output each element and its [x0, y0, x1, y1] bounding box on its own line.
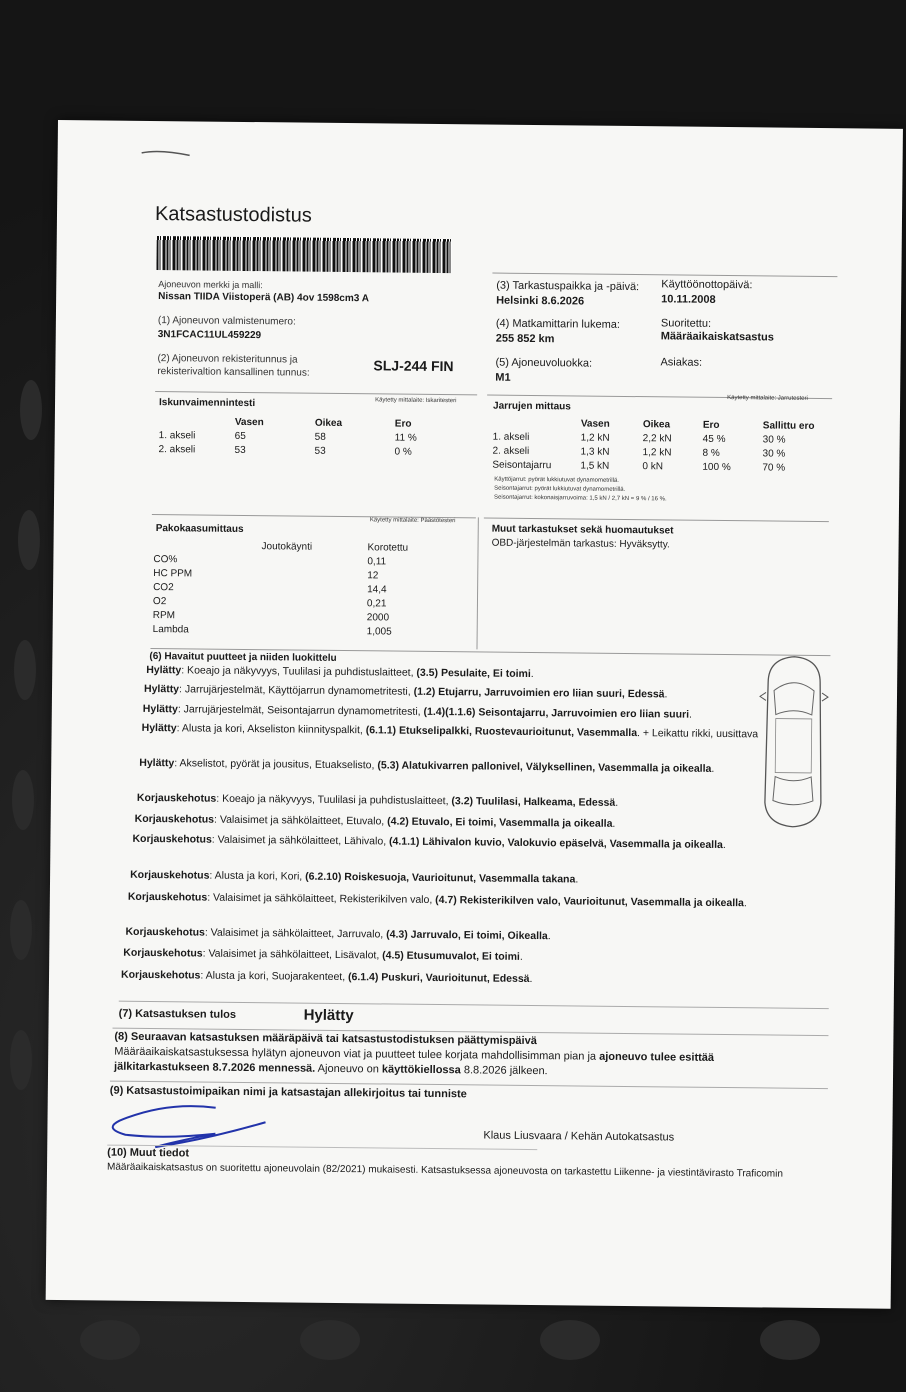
reg-label-2: rekisterivaltion kansallinen tunnus:: [157, 366, 310, 379]
vehicle-class: M1: [495, 371, 511, 384]
defect-description: : Alusta ja kori, Akseliston kiinnityspalkit,: [176, 722, 366, 737]
defect-item: [128, 891, 748, 910]
defect-code: (4.1.1) Lähivalon kuvio, Valokuvio epäselvä, Vasemmalla ja oikealla: [388, 835, 723, 852]
defect-code: (6.1.1) Etukselipalkki, Ruostevaurioitunut, Vasemmalla: [365, 724, 638, 740]
defect-description: : Alusta ja kori, Kori,: [209, 869, 306, 883]
brake-header-diff: Ero: [702, 419, 720, 431]
odometer-reading: 255 852 km: [495, 332, 555, 346]
brake-cell: 2,2 kN: [642, 433, 672, 445]
exhaust-cell: HC PPM: [153, 568, 193, 580]
shock-test-table: [158, 415, 458, 460]
brake-cell: 0 kN: [642, 461, 664, 473]
defect-item: [121, 969, 741, 988]
next-text-bold: ajoneuvo tulee esittää: [599, 1050, 715, 1064]
car-diagram-icon: [753, 652, 835, 831]
defect-class: Korjauskehotus: [134, 812, 215, 826]
defect-code: (4.5) Etusumuvalot, Ei toimi: [382, 949, 520, 963]
defect-class: Hylätty: [146, 663, 182, 677]
exhaust-cell: [261, 554, 367, 569]
exhaust-cell: 2000: [366, 612, 390, 624]
exhaust-cell: O2: [152, 596, 167, 608]
brake-cell: Seisontajarru: [492, 459, 552, 472]
signature-label: (9) Katsastustoimipaikan nimi ja katsastajan allekirjoitus tai tunniste: [109, 1084, 467, 1101]
customer-label: Asiakas:: [660, 356, 703, 369]
result-label: (7) Katsastuksen tulos: [118, 1007, 237, 1021]
shock-cell: 1. akseli: [158, 430, 196, 442]
defect-suffix: .: [743, 897, 747, 910]
next-text: Ajoneuvo on: [315, 1062, 382, 1076]
defect-item: [143, 703, 763, 722]
shock-device: Käytetty mittalaite: Iskaritesteri: [375, 397, 457, 405]
defect-description: : Valaisimet ja sähkölaitteet, Lisävalot,: [202, 947, 383, 962]
brake-test-table: [492, 417, 833, 477]
vehicle-make-label: Ajoneuvon merkki ja malli:: [158, 279, 263, 291]
performed-value: Määräaikaiskatsastus: [660, 330, 774, 344]
pen-mark: [140, 141, 192, 160]
other-checks-title: Muut tarkastukset sekä huomautukset: [491, 523, 674, 537]
brake-header-right: Oikea: [642, 419, 671, 431]
defect-code: (6.2.10) Roiskesuoja, Vaurioitunut, Vasemmalla takana: [305, 870, 576, 886]
defect-suffix: . + Leikattu rikki, uusittava: [637, 727, 759, 741]
defect-suffix: .: [547, 930, 551, 943]
document-title: Katsastustodistus: [154, 203, 312, 227]
shock-header-right: Oikea: [314, 417, 343, 429]
defect-item: [125, 926, 745, 945]
next-text: Määräaikaiskatsastuksessa hylätyn ajoneuvon viat ja puutteet tulee korjata mahdollisimman pian ja: [114, 1045, 600, 1063]
brake-note: Seisontajarrut: kokonaisjarruvoima: 1,5 kN / 2,7 kN = 9 % / 16 %.: [494, 494, 667, 503]
defect-class: Korjauskehotus: [136, 791, 217, 805]
exhaust-cell: Lambda: [152, 624, 189, 636]
defect-class: Korjauskehotus: [120, 968, 201, 982]
other-info-label: (10) Muut tiedot: [107, 1146, 190, 1160]
defect-item: [137, 792, 757, 811]
exhaust-cell: CO%: [153, 554, 178, 566]
exhaust-test-table: [153, 539, 464, 640]
exhaust-cell: [261, 624, 367, 639]
defect-code: (1.4)(1.1.6) Seisontajarru, Jarruvoimien ero liian suuri: [423, 705, 690, 721]
defect-item: [139, 757, 759, 776]
shock-cell: 2. akseli: [158, 444, 196, 456]
defect-description: : Koeajo ja näkyvyys, Tuulilasi ja puhdistuslaitteet,: [216, 792, 452, 808]
defect-suffix: .: [722, 839, 726, 852]
defect-suffix: .: [575, 873, 579, 886]
registration-number: SLJ-244 FIN: [373, 357, 454, 375]
signature-mark: [95, 1102, 295, 1150]
defect-suffix: .: [688, 708, 693, 721]
defect-class: Korjauskehotus: [130, 868, 210, 882]
next-text-bold: käyttökiellossa: [381, 1063, 461, 1077]
defect-class: Korjauskehotus: [125, 925, 205, 939]
vin: 3N1FCAC11UL459229: [157, 329, 262, 342]
brake-cell: 30 %: [762, 434, 786, 446]
brake-cell: 30 %: [762, 448, 786, 460]
exhaust-header-raised: Korotettu: [367, 542, 409, 554]
defect-class: Hylätty: [139, 756, 175, 770]
exhaust-cell: 0,11: [367, 556, 387, 568]
defect-item: [132, 833, 752, 852]
mat-ridge: [12, 770, 34, 830]
defect-description: : Akselistot, pyörät ja jousitus, Etuakselisto,: [174, 757, 378, 772]
place-label: (3) Tarkastuspaikka ja -päivä:: [496, 279, 640, 294]
exhaust-cell: 12: [367, 570, 379, 582]
first-use-date: 10.11.2008: [661, 293, 716, 306]
defect-description: : Jarrujärjestelmät, Seisontajarrun dynamometritesti,: [177, 703, 424, 718]
exhaust-cell: 14,4: [367, 584, 387, 596]
obd-check: OBD-järjestelmän tarkastus: Hyväksytty.: [491, 537, 670, 551]
defect-class: Hylätty: [143, 682, 180, 696]
brake-note: Seisontajarrut: pyörät lukkiutuvat dynamometrillä.: [494, 485, 626, 493]
brake-cell: 1,5 kN: [580, 460, 610, 472]
brake-cell: 45 %: [702, 433, 726, 446]
brake-cell: 1. akseli: [492, 431, 530, 443]
defect-description: : Koeajo ja näkyvyys, Tuulilasi ja puhdistuslaitteet,: [181, 664, 417, 679]
shock-header-diff: Ero: [394, 418, 412, 430]
divider: [492, 273, 837, 278]
brake-cell: 1,2 kN: [642, 447, 672, 459]
defect-description: : Valaisimet ja sähkölaitteet, Etuvalo,: [213, 813, 388, 828]
defect-code: (4.2) Etuvalo, Ei toimi, Vasemmalla ja oikealla: [387, 815, 613, 830]
table-row: [153, 623, 463, 640]
mat-ridge: [18, 510, 40, 570]
brake-cell: 2. akseli: [492, 445, 530, 457]
defect-class: Korjauskehotus: [127, 890, 208, 904]
defect-code: (6.1.4) Puskuri, Vaurioitunut, Edessä: [348, 971, 530, 985]
defect-code: (5.3) Alatukivarren pallonivel, Välyksellinen, Vasemmalla ja oikealla: [377, 759, 712, 775]
mat-ridge: [10, 1030, 32, 1090]
defect-suffix: .: [519, 950, 523, 963]
exhaust-cell: 0,21: [366, 598, 387, 610]
defect-code: (4.7) Rekisterikilven valo, Vaurioitunut, Vasemmalla ja oikealla: [435, 893, 744, 910]
shock-test-title: Iskunvaimennintesti: [158, 397, 256, 410]
mat-ridge: [14, 640, 36, 700]
defect-description: : Jarrujärjestelmät, Käyttöjarrun dynamometritesti,: [178, 683, 414, 698]
defect-suffix: .: [612, 817, 616, 830]
defect-class: Hylätty: [141, 721, 177, 735]
barcode: [156, 236, 451, 273]
odometer-label: (4) Matkamittarin lukema:: [495, 317, 621, 331]
defect-code: (1.2) Etujarru, Jarruvoimien ero liian suuri, Edessä: [413, 685, 665, 701]
exhaust-device: Käytetty mittalaite: Päästötesteri: [369, 517, 456, 525]
defect-description: : Valaisimet ja sähkölaitteet, Lähivalo,: [211, 833, 390, 848]
defect-item: [144, 683, 764, 702]
result-value: Hylätty: [303, 1006, 354, 1025]
divider: [155, 391, 477, 395]
brake-note: Käyttöjarrut: pyörät lukkiutuvat dynamometrillä.: [494, 476, 620, 484]
defect-item: [130, 869, 750, 888]
defect-description: : Valaisimet ja sähkölaitteet, Jarruvalo,: [204, 926, 387, 941]
next-text: 8.8.2026 jälkeen.: [460, 1064, 548, 1078]
shock-cell: 65: [234, 430, 246, 442]
shock-header-left: Vasen: [234, 416, 264, 429]
mat-ridge: [300, 1320, 360, 1360]
divider: [484, 517, 829, 522]
defect-description: : Alusta ja kori, Suojarakenteet,: [200, 969, 349, 984]
mat-ridge: [80, 1320, 140, 1360]
brake-header-allowed: Sallittu ero: [762, 420, 815, 432]
divider: [476, 517, 478, 649]
brake-cell: 1,3 kN: [580, 446, 610, 458]
defect-suffix: .: [664, 688, 668, 701]
defect-item: [135, 813, 755, 832]
mat-ridge: [10, 900, 32, 960]
exhaust-cell: [261, 568, 367, 583]
mat-ridge: [760, 1320, 820, 1360]
defect-suffix: .: [530, 667, 534, 681]
inspector-name: Klaus Liusvaara / Kehän Autokatsastus: [483, 1129, 675, 1144]
brake-cell: 8 %: [702, 447, 720, 459]
defect-code: (3.2) Tuulilasi, Halkeama, Edessä: [451, 795, 616, 809]
defect-class: Korjauskehotus: [132, 832, 212, 846]
exhaust-cell: [261, 610, 367, 625]
brake-cell: 1,2 kN: [580, 432, 610, 444]
vin-label: (1) Ajoneuvon valmistenumero:: [157, 315, 296, 328]
shock-cell: 11 %: [394, 432, 417, 444]
defects-title: (6) Havaitut puutteet ja niiden luokittelu: [149, 650, 337, 664]
brake-cell: 70 %: [762, 462, 786, 474]
exhaust-cell: [261, 596, 367, 611]
defect-suffix: .: [615, 796, 619, 809]
exhaust-cell: RPM: [152, 610, 176, 622]
defect-class: Hylätty: [142, 702, 178, 716]
brake-cell: 100 %: [702, 461, 731, 474]
exhaust-cell: 1,005: [366, 626, 392, 638]
defect-item: [123, 947, 743, 966]
exhaust-header-idle: Joutokäynti: [261, 541, 313, 553]
defect-item: [142, 722, 762, 741]
defect-suffix: .: [711, 762, 715, 775]
other-info-text: Määräaikaiskatsastus on suoritettu ajoneuvolain (82/2021) mukaisesti. Katsastuksessa ajoneuvosta on tarkastettu Liikenne- ja viestintävirasto Traficomin: [106, 1161, 783, 1180]
defect-class: Korjauskehotus: [123, 946, 203, 960]
brake-device: Käytetty mittalaite: Jarrutesteri: [727, 395, 808, 402]
mat-ridge: [20, 380, 42, 440]
shock-cell: 58: [314, 431, 326, 443]
brake-test-title: Jarrujen mittaus: [492, 400, 571, 413]
brake-header-left: Vasen: [580, 418, 610, 430]
next-text-bold: jälkitarkastukseen 8.7.2026 mennessä.: [114, 1060, 316, 1075]
place-date: Helsinki 8.6.2026: [496, 294, 585, 308]
first-use-label: Käyttöönottopäivä:: [661, 278, 753, 292]
exhaust-test-title: Pakokaasumittaus: [155, 523, 244, 535]
exhaust-cell: CO2: [153, 582, 174, 594]
reg-label-1: (2) Ajoneuvon rekisteritunnus ja: [157, 353, 298, 366]
shock-cell: 53: [314, 445, 326, 457]
inspection-certificate: [46, 120, 903, 1309]
mat-ridge: [540, 1320, 600, 1360]
next-inspection-label: (8) Seuraavan katsastuksen määräpäivä tai katsastustodistuksen päättymispäivä: [114, 1030, 537, 1048]
shock-cell: 53: [234, 444, 246, 456]
defect-description: : Valaisimet ja sähkölaitteet, Rekisterikilven valo,: [207, 891, 436, 906]
exhaust-cell: [261, 582, 367, 597]
vehicle-make: Nissan TIIDA Viistoperä (AB) 4ov 1598cm3 A: [158, 291, 370, 305]
class-label: (5) Ajoneuvoluokka:: [495, 356, 593, 370]
performed-label: Suoritettu:: [660, 317, 712, 330]
table-row: [492, 459, 832, 477]
defect-code: (3.5) Pesulaite, Ei toimi: [416, 666, 531, 680]
shock-cell: 0 %: [394, 446, 412, 458]
defect-suffix: .: [529, 972, 533, 986]
defect-item: [146, 664, 766, 683]
defect-code: (4.3) Jarruvalo, Ei toimi, Oikealla: [386, 928, 548, 943]
